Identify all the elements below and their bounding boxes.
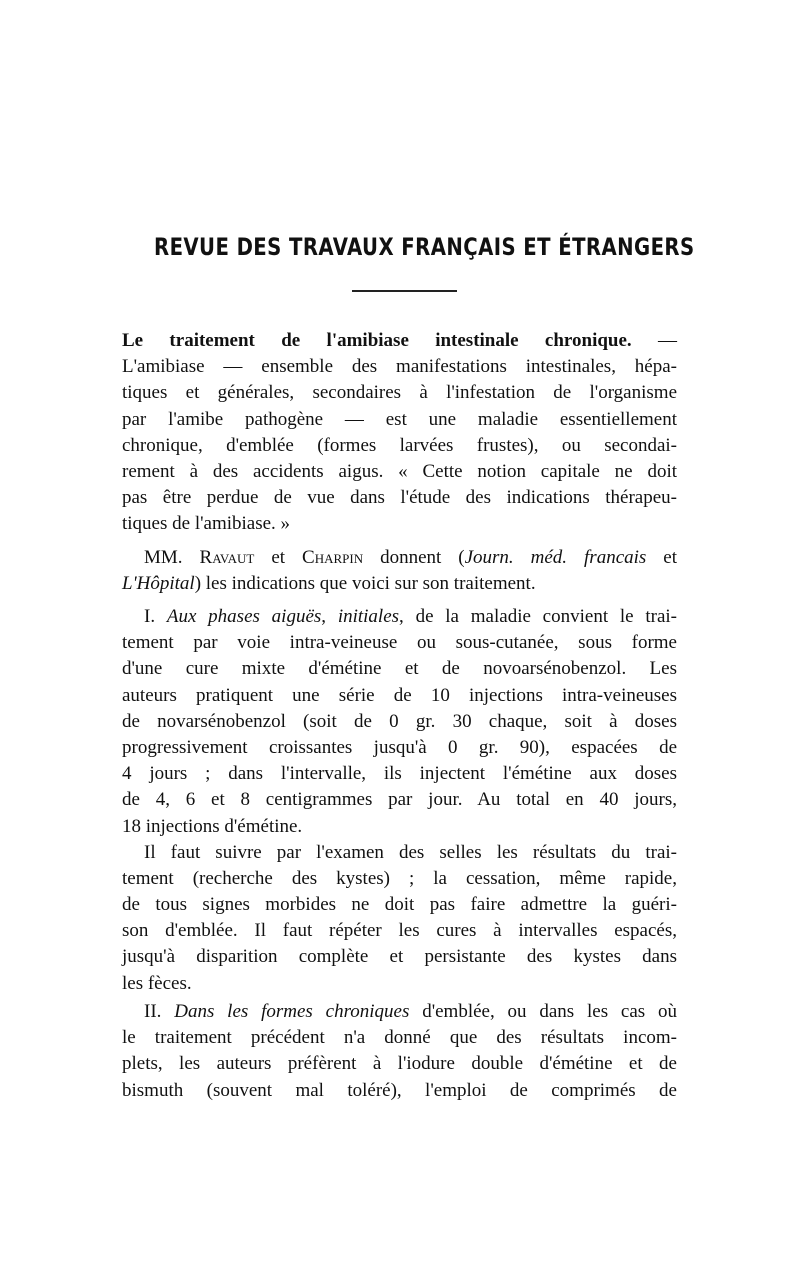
text-line: pas être perdue de vue dans l'étude des indications thérapeu- xyxy=(122,487,677,509)
text-line: tement par voie intra-veineuse ou sous-cutanée, sous forme xyxy=(122,632,677,654)
text-line: tiques de l'amibiase. » xyxy=(122,513,291,535)
section-number: I. xyxy=(144,606,167,627)
text-line: de 4, 6 et 8 centigrammes par jour. Au total en 40 jours, xyxy=(122,789,677,811)
text-fragment: donnent ( xyxy=(363,547,465,568)
journal-name: Journ. méd. francais xyxy=(464,547,647,568)
text-line: son d'emblée. Il faut répéter les cures à intervalles espacés, xyxy=(122,920,677,942)
text-fragment: , de la maladie convient le trai- xyxy=(399,606,678,627)
emphasis-text: initiales xyxy=(337,606,400,627)
text-line: auteurs pratiquent une série de 10 injections intra-veineuses xyxy=(122,684,677,706)
author-name: Charpin xyxy=(302,547,364,568)
text-line: chronique, d'emblée (formes larvées frustes), ou secondai- xyxy=(122,434,677,456)
text-line xyxy=(122,999,677,1025)
text-line: de novarsénobenzol (soit de 0 gr. 30 chaque, soit à doses xyxy=(122,710,677,732)
text-line: rement à des accidents aigus. « Cette notion capitale ne doit xyxy=(122,460,677,482)
text-line: d'une cure mixte d'émétine et de novoarsénobenzol. Les xyxy=(122,658,677,680)
text-fragment: et xyxy=(254,547,303,568)
text-line: les fèces. xyxy=(122,972,192,994)
article-title: Le traitement de l'amibiase intestinale chronique. xyxy=(122,330,632,351)
text-line: jusqu'à disparition complète et persistante des kystes dans xyxy=(122,946,677,968)
journal-name: L'Hôpital xyxy=(122,573,195,595)
text-line: tiques et générales, secondaires à l'infestation de l'organisme xyxy=(122,382,677,404)
paragraph-intro xyxy=(122,328,677,538)
emphasis-text: Dans les formes chroniques xyxy=(174,1001,410,1022)
text-fragment: et xyxy=(646,547,677,568)
text-line: le traitement précédent n'a donné que des résultats incom- xyxy=(122,1027,677,1049)
text-line: par l'amibe pathogène — est une maladie essentiellement xyxy=(122,408,677,430)
section-header: REVUE DES TRAVAUX FRANÇAIS ET ÉTRANGERS xyxy=(154,233,695,261)
text-line xyxy=(122,545,677,571)
text-line xyxy=(122,328,677,354)
text-line: de tous signes morbides ne doit pas faire admettre la guéri- xyxy=(122,894,677,916)
text-line xyxy=(122,604,677,630)
text-line: 4 jours ; dans l'intervalle, ils injectent l'émétine aux doses xyxy=(122,763,677,785)
text-line: L'amibiase — ensemble des manifestations intestinales, hépa- xyxy=(122,356,677,378)
text-line: plets, les auteurs préfèrent à l'iodure double d'émétine et de xyxy=(122,1053,677,1075)
text-line xyxy=(122,571,677,597)
header-divider xyxy=(352,290,457,292)
text-fragment: , xyxy=(321,606,338,627)
text-fragment: — xyxy=(631,330,677,351)
text-fragment: d'emblée, ou dans les cas où xyxy=(409,1001,678,1022)
text-line: Il faut suivre par l'examen des selles les résultats du trai- xyxy=(144,841,677,863)
section-number: II. xyxy=(144,1001,175,1022)
paragraph-section-two xyxy=(122,999,677,1104)
text-line: bismuth (souvent mal toléré), l'emploi de comprimés de xyxy=(122,1079,677,1101)
text-fragment: MM. xyxy=(144,547,200,568)
paragraph-section-one xyxy=(122,604,677,997)
paragraph-authors xyxy=(122,545,677,597)
text-fragment: ) les indications que voici sur son traitement. xyxy=(194,573,536,595)
emphasis-text: Aux phases aiguës xyxy=(166,606,322,627)
author-name: Ravaut xyxy=(199,547,255,568)
text-line: tement (recherche des kystes) ; la cessation, même rapide, xyxy=(122,867,677,889)
text-line: 18 injections d'émétine. xyxy=(122,815,303,837)
text-line: progressivement croissantes jusqu'à 0 gr. 90), espacées de xyxy=(122,736,677,758)
